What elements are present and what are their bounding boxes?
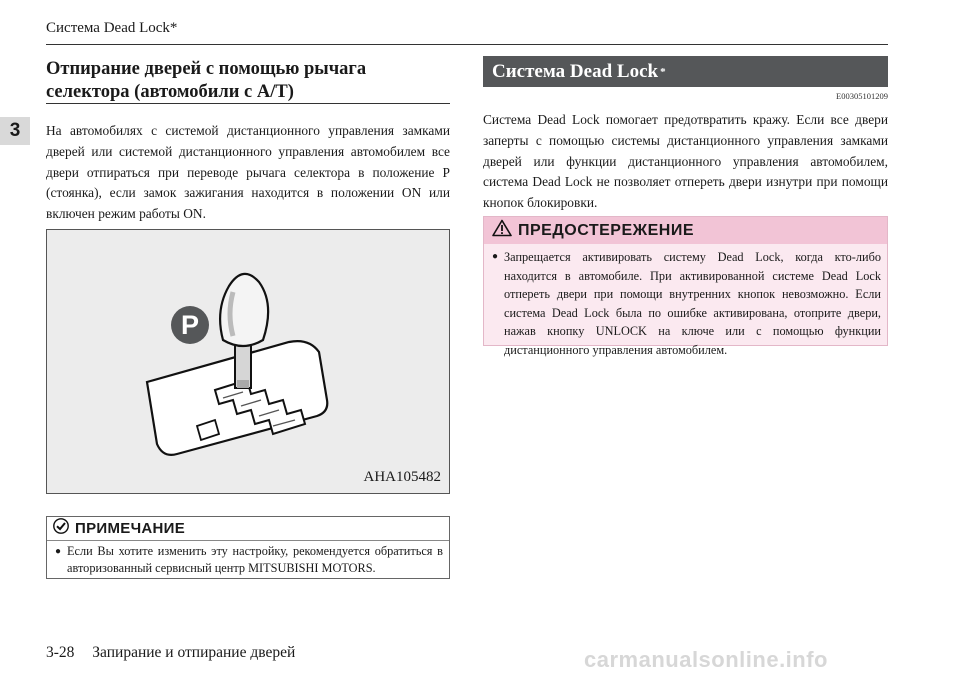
figure-code: AHA105482 [363,469,441,485]
page-footer [46,644,309,662]
header-rule [46,44,888,45]
bullet-icon: ● [55,546,62,557]
gear-selector-illustration [47,230,449,493]
warning-triangle-icon [492,219,512,242]
figure-gear-selector [46,229,450,494]
note-header [47,517,449,541]
bullet-icon: ● [492,251,499,262]
section-title-left: Отпирание дверей с помощью рычага селектора (автомобили с A/T) [46,59,367,102]
document-code: E00305101209 [836,91,888,101]
footer-section: Запирание и отпирание дверей [92,644,296,661]
asterisk-mark: * [660,65,666,78]
warning-box [483,216,888,357]
left-paragraph: На автомобилях с системой дистанционного управления замками дверей или системой дистанционного управления автомобилем все двери отпираться при переводе рычага селектора в положение P (стоянка), если замок зажигания находится в положении ON или включен режим работы ON. [46,123,450,222]
section-title-right [483,56,888,87]
checkmark-icon [53,518,69,539]
note-item-text: Если Вы хотите изменить эту настройку, рекомендуется обратиться в авторизованный сервисный центр MITSUBISHI MOTORS. [67,544,443,575]
running-title: Система Dead Lock* [46,20,178,36]
park-label: P [180,310,200,340]
right-paragraph: Система Dead Lock помогает предотвратить кражу. Если все двери заперты с помощью системы дистанционного управления замками дверей или функции дистанционного управления автомобилем, система Dead Lock не позволяет отпереть двери изнутри при помощи кнопок блокировки. [483,112,888,211]
page-number: 3-28 [46,644,75,661]
note-title: ПРИМЕЧАНИЕ [75,520,186,537]
section-title-right-text: Система Dead Lock [492,60,659,82]
note-box [46,516,450,579]
warning-title: ПРЕДОСТЕРЕЖЕНИЕ [518,221,694,239]
chapter-tab: 3 [0,117,30,145]
warning-item [484,246,887,360]
note-item [47,541,449,577]
section-title-rule [46,103,450,104]
warning-header [484,217,887,244]
warning-item-text: Запрещается активировать систему Dead Lock, когда кто-либо находится в автомобиле. При активированной системе Dead Lock отпереть двери при помощи внутренних кнопок невозможно. Если система Dead Lock была по ошибке активирована, отоприте двери, нажав кнопку UNLOCK на ключе или с помощью функции дистанционного управления автомобилем. [504,250,881,357]
watermark: carmanualsonline.info [584,647,828,672]
